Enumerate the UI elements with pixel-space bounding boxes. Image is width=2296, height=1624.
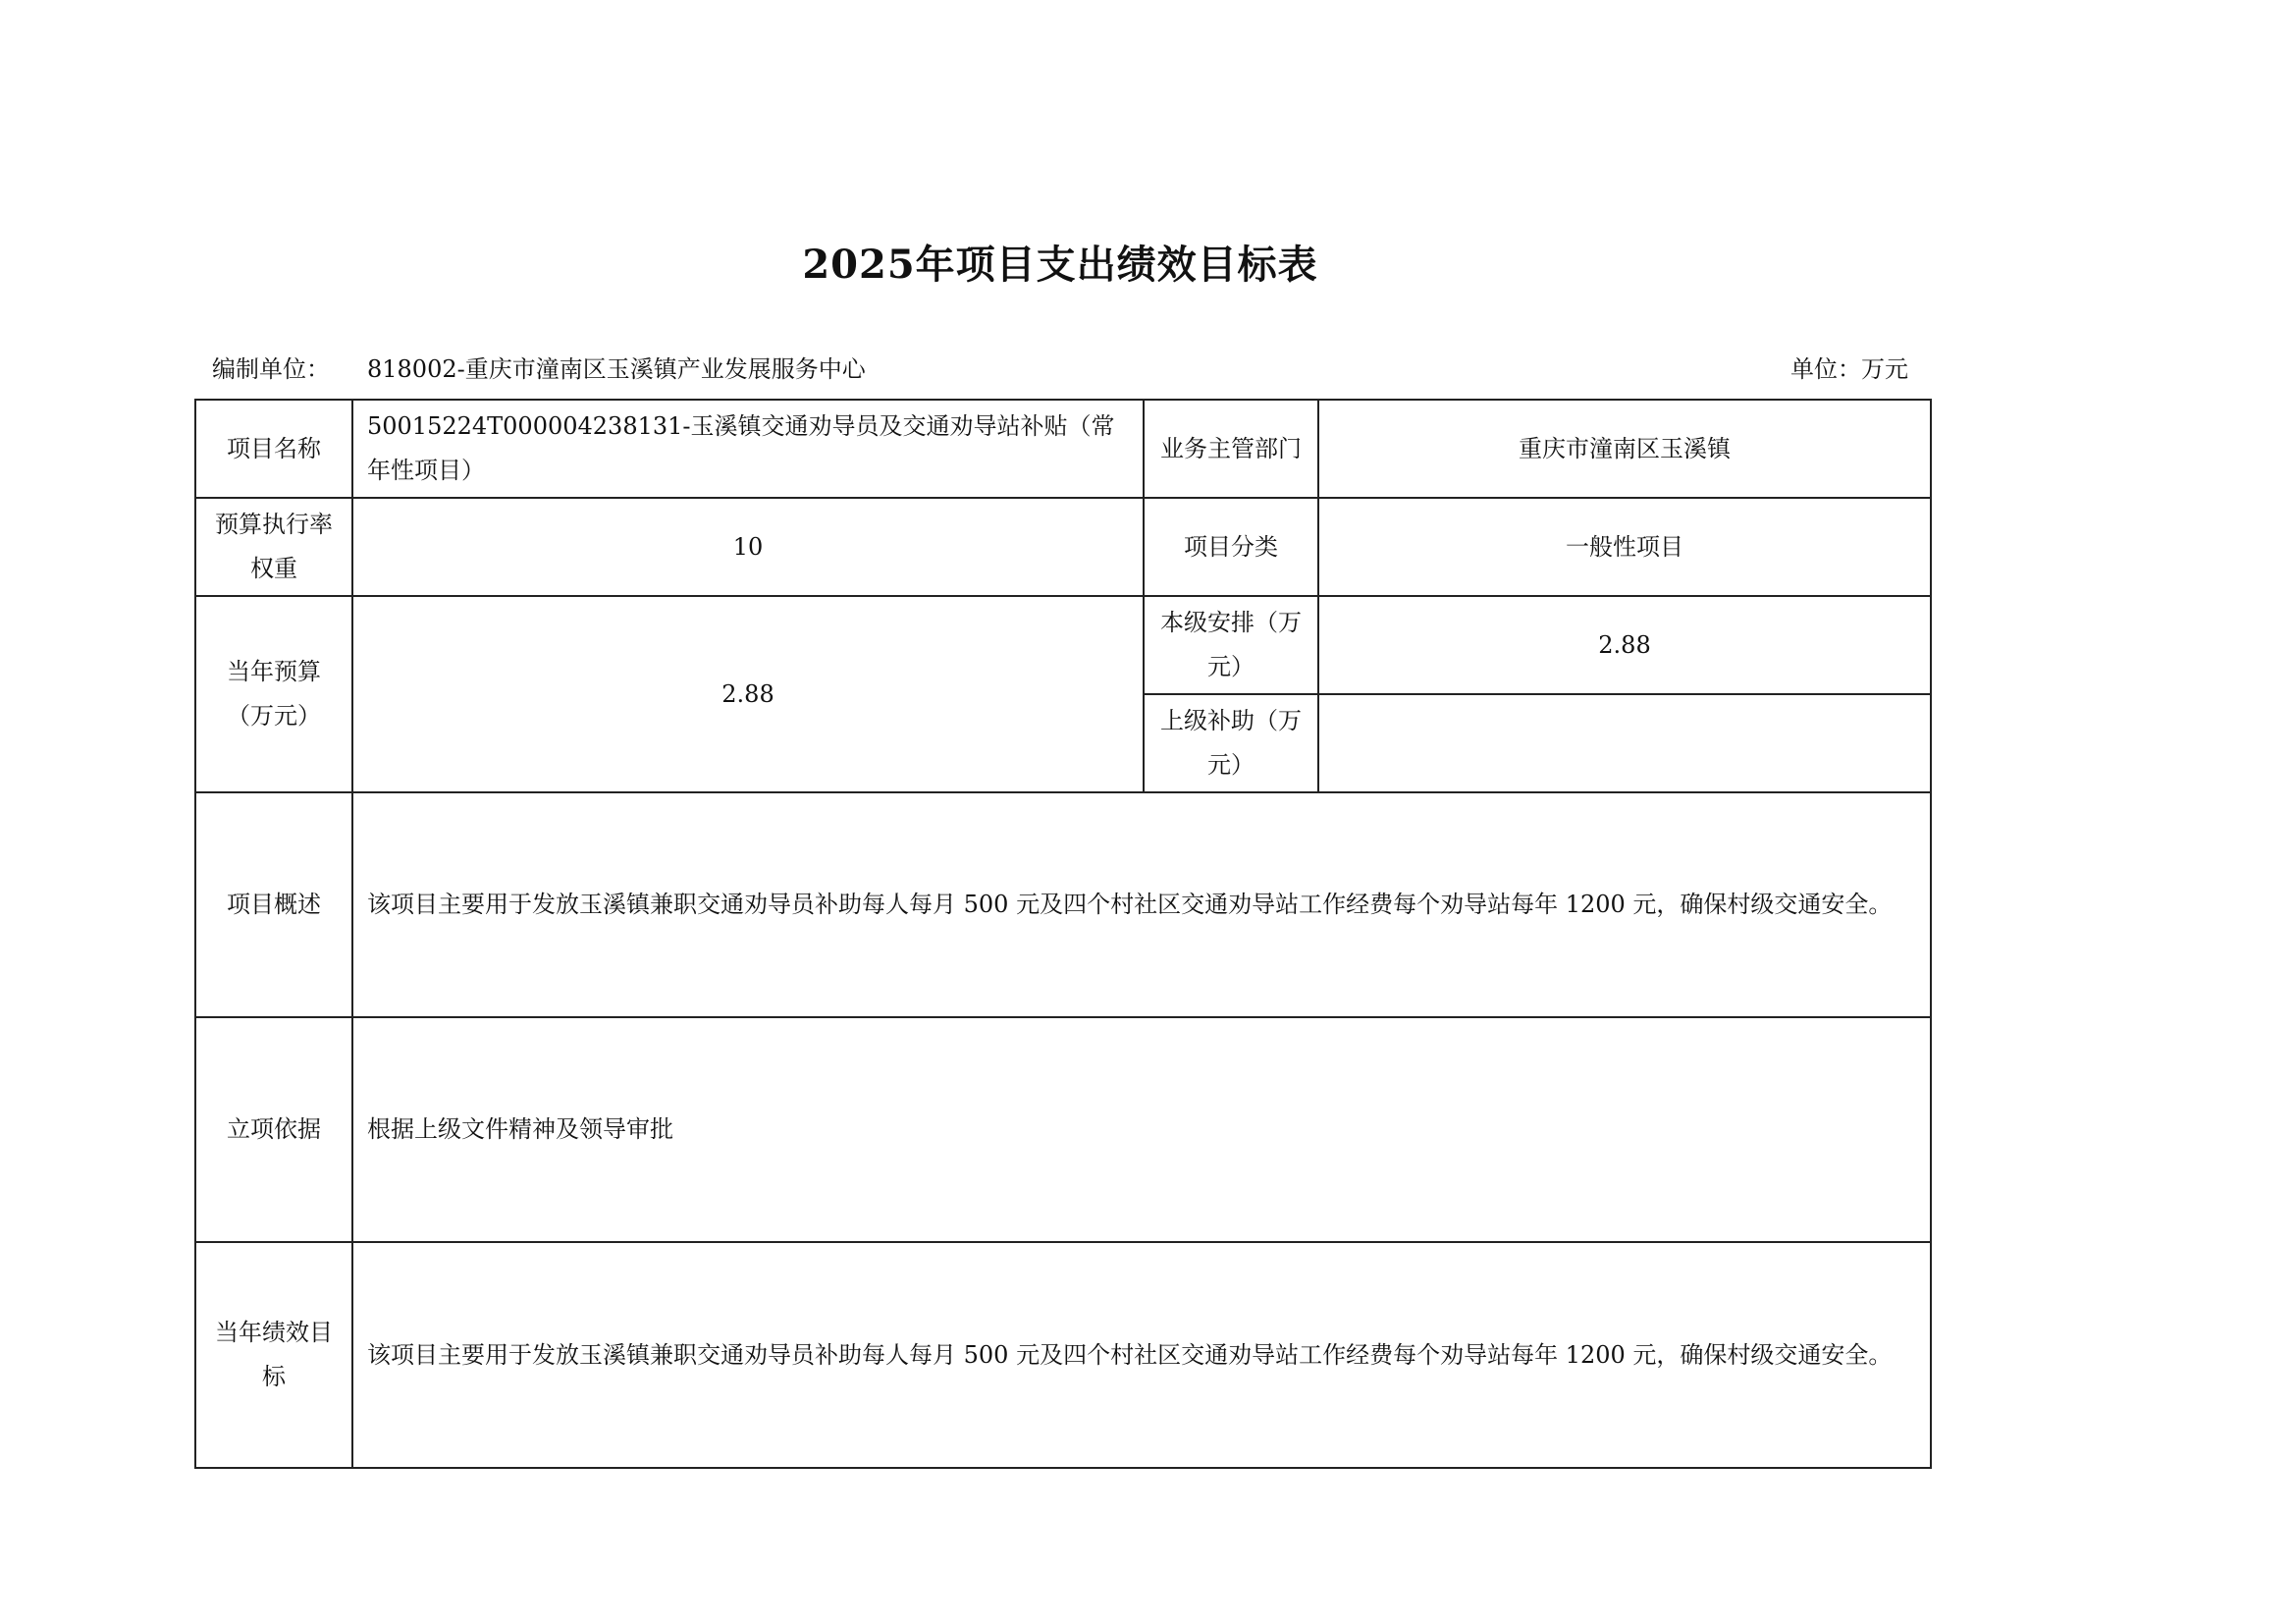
compiling-unit-label: 编制单位： [212,355,330,383]
budget-rate-value: 10 [352,498,1144,596]
project-name-label: 项目名称 [195,400,352,498]
goal-label: 当年绩效目标 [195,1242,352,1468]
dept-value: 重庆市潼南区玉溪镇 [1318,400,1931,498]
category-label: 项目分类 [1144,498,1318,596]
local-arrangement-label: 本级安排（万元） [1144,596,1318,694]
currency-unit: 单位：万元 [1790,355,1908,383]
overview-label: 项目概述 [195,792,352,1017]
upper-subsidy-value [1318,694,1931,792]
annual-budget-value: 2.88 [352,596,1144,792]
annual-budget-label: 当年预算（万元） [195,596,352,792]
upper-subsidy-label: 上级补助（万元） [1144,694,1318,792]
category-value: 一般性项目 [1318,498,1931,596]
basis-value: 根据上级文件精神及领导审批 [352,1017,1931,1242]
dept-label: 业务主管部门 [1144,400,1318,498]
budget-rate-label: 预算执行率权重 [195,498,352,596]
page-title: 2025年项目支出绩效目标表 [802,242,1318,288]
overview-value: 该项目主要用于发放玉溪镇兼职交通劝导员补助每人每月 500 元及四个村社区交通劝导站工作经费每个劝导站每年 1200 元，确保村级交通安全。 [352,792,1931,1017]
compiling-unit-value: 818002-重庆市潼南区玉溪镇产业发展服务中心 [367,355,866,383]
project-name-value: 50015224T000004238131-玉溪镇交通劝导员及交通劝导站补贴（常年性项目） [352,400,1144,498]
goal-value: 该项目主要用于发放玉溪镇兼职交通劝导员补助每人每月 500 元及四个村社区交通劝导站工作经费每个劝导站每年 1200 元，确保村级交通安全。 [352,1242,1931,1468]
performance-target-table [194,399,1932,1469]
local-arrangement-value: 2.88 [1318,596,1931,694]
basis-label: 立项依据 [195,1017,352,1242]
compiling-unit [212,350,866,384]
